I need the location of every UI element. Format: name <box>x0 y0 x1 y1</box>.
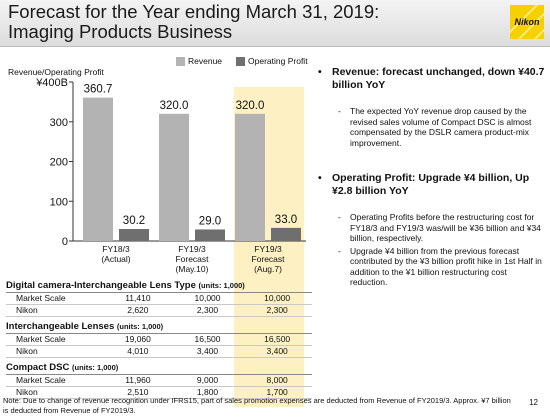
table-units: (units: 1,000) <box>71 363 119 372</box>
cell-fy18: 11,410 <box>125 293 151 303</box>
table-section-lenses <box>6 320 312 358</box>
data-label: 33.0 <box>274 213 298 226</box>
bullet-operating-profit <box>318 172 546 198</box>
bullet-dot-icon: • <box>318 66 322 78</box>
unit-tables <box>6 276 312 399</box>
bullet-revenue <box>318 66 546 92</box>
bar-operating-profit <box>119 229 149 241</box>
data-label: 360.7 <box>83 83 113 96</box>
x-tick-label: Forecast <box>251 254 285 264</box>
sub-bullet-text: Upgrade ¥4 billion from the previous forecast contributed by the ¥3 billion profit hike in 1st Half in addition to the ¥1 billion restructuring cost reduction. <box>350 245 542 287</box>
bar-operating-profit <box>271 228 301 241</box>
x-tick-label: (Aug.7) <box>254 264 282 274</box>
y-tick-label: 300 <box>49 116 68 129</box>
bar-operating-profit <box>195 229 225 241</box>
cell-fy19-may: 9,000 <box>196 375 219 385</box>
commentary-panel <box>318 66 546 288</box>
bar-revenue <box>235 114 265 241</box>
table-title-text: Digital camera-Interchangeable Lens Type <box>6 280 196 291</box>
bullet-dot-icon: • <box>318 172 322 184</box>
x-tick-label: (May.10) <box>175 264 209 274</box>
x-tick-label: (Actual) <box>101 254 131 264</box>
data-label: 29.0 <box>198 215 222 228</box>
y-tick-label: 0 <box>61 236 68 248</box>
sub-bullet <box>318 212 546 244</box>
sub-bullet <box>318 246 546 288</box>
table-row <box>6 375 312 387</box>
cell-fy18: 2,620 <box>127 305 149 315</box>
cell-fy19-may: 3,400 <box>196 346 219 356</box>
bar-revenue <box>159 114 189 241</box>
cell-fy19-aug: 3,400 <box>266 346 288 356</box>
dash-icon: - <box>338 212 341 222</box>
y-axis-title: Revenue/Operating Profit <box>8 67 104 77</box>
table-row <box>6 293 312 305</box>
y-tick-label: ¥400B <box>36 77 68 89</box>
row-label: Nikon <box>16 387 38 397</box>
cell-fy19-aug: 2,300 <box>266 305 288 315</box>
cell-fy19-aug: 10,000 <box>264 293 291 303</box>
cell-fy19-aug: 16,500 <box>264 334 291 344</box>
table-section-compact <box>6 361 312 399</box>
dash-icon: - <box>338 106 341 116</box>
table-title <box>6 320 312 334</box>
legend-label-operating-profit: Operating Profit <box>248 56 308 66</box>
bullet-title: Revenue: forecast unchanged, down ¥40.7 billion YoY <box>332 66 545 91</box>
page-number: 12 <box>529 398 538 407</box>
cell-fy19-may: 16,500 <box>194 334 221 344</box>
x-tick-label: FY19/3 <box>178 244 206 254</box>
table-title <box>6 361 312 375</box>
bar-revenue <box>83 98 113 241</box>
sub-bullet <box>318 106 546 148</box>
x-tick-label: Forecast <box>175 254 209 264</box>
title-line-2: Imaging Products Business <box>8 21 233 42</box>
table-title <box>6 279 312 293</box>
table-row <box>6 334 312 346</box>
cell-fy19-may: 2,300 <box>196 305 219 315</box>
y-tick-label: 200 <box>49 156 68 169</box>
sub-bullet-text: Operating Profits before the restructuring cost for FY18/3 and FY19/3 was/will be ¥36 billion and ¥34 billion, respectively. <box>350 212 541 243</box>
data-label: 320.0 <box>159 99 189 112</box>
cell-fy19-aug: 8,000 <box>266 375 288 385</box>
cell-fy18: 11,960 <box>125 375 151 385</box>
cell-fy18: 19,060 <box>124 334 151 344</box>
row-label: Market Scale <box>16 293 66 303</box>
cell-fy18: 4,010 <box>127 346 149 356</box>
table-title-text: Interchangeable Lenses <box>6 321 115 332</box>
data-label: 320.0 <box>235 99 265 112</box>
row-label: Market Scale <box>16 334 66 344</box>
table-row <box>6 305 312 317</box>
bullet-title: Operating Profit: Upgrade ¥4 billion, Up ¥2.8 billion YoY <box>332 172 530 197</box>
footnote: Note: Due to change of revenue recognition under IFRS15, part of sales promotion expenses are deducted from Revenue of FY2019/3. Approx. ¥7 billion is deducted from Revenue of FY2019/3. <box>3 396 511 415</box>
row-label: Nikon <box>16 305 38 315</box>
cell-fy19-aug: 1,700 <box>266 387 288 397</box>
table-section-ilc <box>6 279 312 317</box>
logo-text: Nikon <box>514 17 540 27</box>
sub-bullet-text: The expected YoY revenue drop caused by the revised sales volume of Compact DSC is almost compensated by the DSLR camera product-mix improvement. <box>350 106 532 148</box>
title-line-1: Forecast for the Year ending March 31, 2019: <box>8 1 380 22</box>
cell-fy18: 2,510 <box>127 387 149 397</box>
y-tick-label: 100 <box>49 196 68 209</box>
table-title-text: Compact DSC <box>6 362 70 373</box>
legend-label-revenue: Revenue <box>188 56 223 66</box>
x-tick-label: FY18/3 <box>102 244 130 254</box>
data-label: 30.2 <box>122 214 146 227</box>
cell-fy19-may: 10,000 <box>194 293 221 303</box>
x-tick-label: FY19/3 <box>254 244 282 254</box>
cell-fy19-may: 1,800 <box>196 387 219 397</box>
dash-icon: - <box>338 245 341 256</box>
row-label: Market Scale <box>16 375 66 385</box>
table-units: (units: 1,000) <box>198 281 245 290</box>
row-label: Nikon <box>16 346 38 356</box>
table-units: (units: 1,000) <box>116 322 164 331</box>
table-row <box>6 346 312 358</box>
